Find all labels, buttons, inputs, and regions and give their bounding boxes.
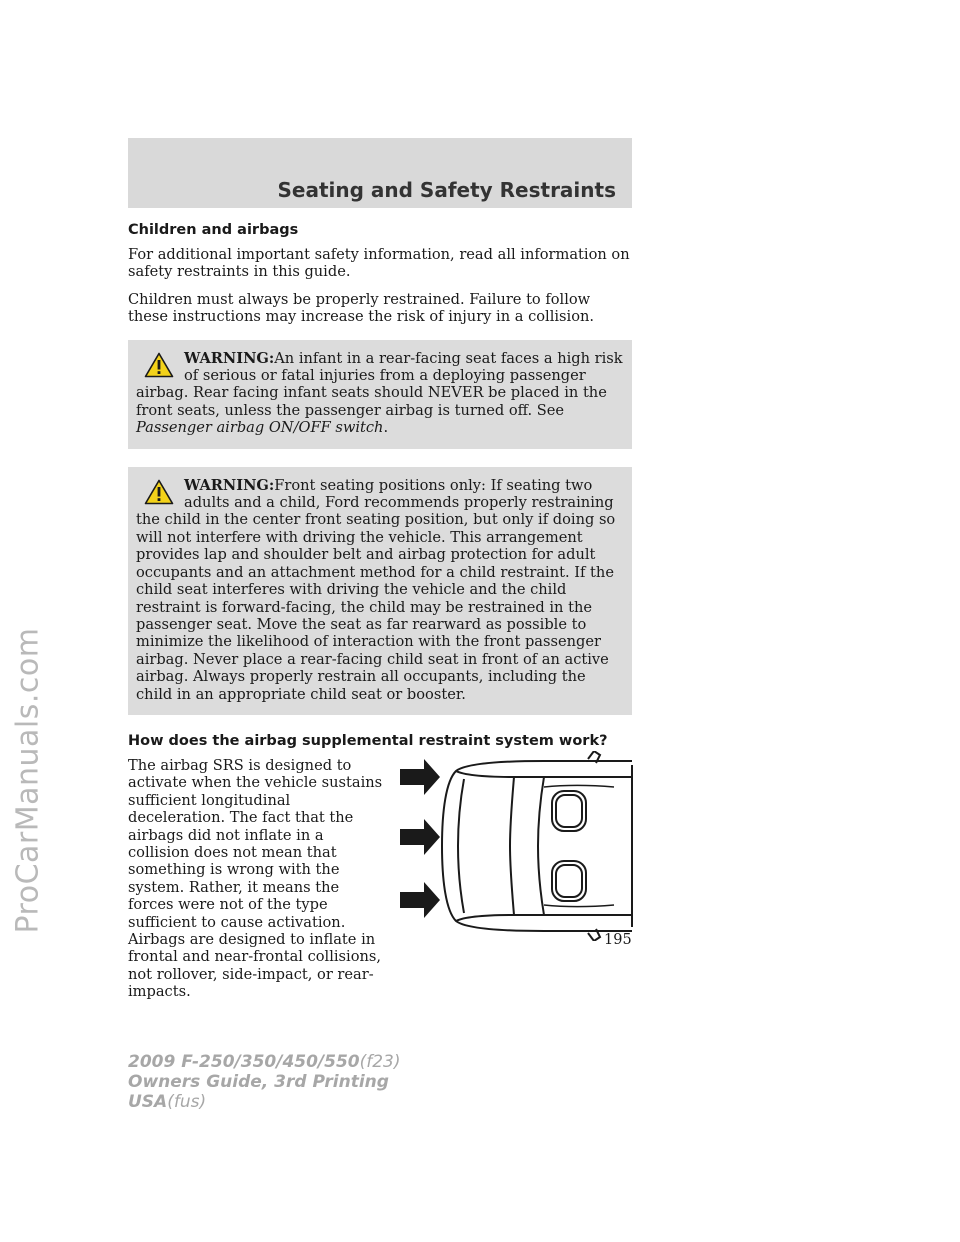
section-heading-children-airbags: Children and airbags	[128, 222, 299, 238]
warning-end: .	[383, 419, 389, 437]
warning-box-infant	[128, 340, 632, 449]
watermark-text: ProCarManuals.com	[10, 626, 46, 934]
warning-label: WARNING:	[184, 476, 275, 494]
warning-label: WARNING:	[184, 349, 275, 367]
warning-body: Front seating positions only: If seating two adults and a child, Ford recommends properly restraining the child in the center front seating position, but only if doing so will not interfere with driving the vehicle. This arrangement provides lap and shoulder belt and airbag protection for adult occupants and an attachment method for a child restraint. If the child seat interferes with driving the vehicle and the child restraint is forward-facing, the child may be restrained in the passenger seat. Move the seat as far rearward as possible to minimize the likelihood of interaction with the front passenger airbag. Never place a rear-facing child seat in front of an active airbag. Always properly restrain all occupants, including the child in an appropriate child seat or booster.	[136, 476, 616, 703]
vehicle-frontal-impact-diagram	[394, 751, 634, 941]
section-header	[128, 138, 632, 208]
impact-arrow-icon	[400, 759, 440, 795]
warning-triangle-icon	[144, 479, 174, 505]
impact-arrow-icon	[400, 819, 440, 855]
warning-box-front-seating	[128, 467, 632, 715]
paragraph-safety-info: For additional important safety information, read all information on safety restraints in this guide.	[128, 246, 630, 281]
warning-text-front-seating	[136, 477, 624, 703]
footer-region: USA	[128, 1092, 168, 1112]
warning-triangle-icon	[144, 352, 174, 378]
footer-line-printing: Owners Guide, 3rd Printing	[128, 1072, 389, 1092]
watermark	[6, 480, 50, 1080]
page-content	[128, 222, 632, 1011]
warning-text-infant	[136, 350, 624, 437]
cross-reference-airbag-switch: Passenger airbag ON/OFF switch	[136, 419, 384, 437]
seat-icon	[552, 861, 586, 901]
paragraph-srs: The airbag SRS is designed to activate when the vehicle sustains sufficient longitudinal deceleration. The fact that the airbags did not inflate in a collision does not mean that something is wrong with the system. Rather, it means the forces were not of the type sufficient to cause activation. Airbags are designed to inflate in frontal and near-frontal collisions, not rollover, side-impact, or rear-impacts.	[128, 756, 383, 1001]
footer-model-code: (f23)	[359, 1052, 401, 1072]
section-heading-srs: How does the airbag supplemental restraint system work?	[128, 732, 608, 749]
dashboard-outline	[544, 785, 614, 906]
impact-arrow-icon	[400, 882, 440, 918]
footer-line-region	[128, 1092, 401, 1112]
page-number: 195	[604, 932, 632, 948]
footer	[128, 1052, 401, 1112]
footer-line-model	[128, 1052, 401, 1072]
page-title: Seating and Safety Restraints	[277, 178, 616, 202]
seat-icon	[552, 791, 586, 831]
footer-region-code: (fus)	[167, 1092, 207, 1112]
warning-body: An infant in a rear-facing seat faces a high risk of serious or fatal injuries from a deploying passenger airbag. Rear facing infant seats should NEVER be placed in the front seats, unless the passenger airbag is turned off. See	[136, 349, 623, 419]
footer-model: 2009 F-250/350/450/550	[128, 1052, 360, 1072]
srs-section	[128, 757, 632, 1001]
vehicle-outline	[442, 751, 632, 941]
paragraph-restrained: Children must always be properly restrained. Failure to follow these instructions may increase the risk of injury in a collision.	[128, 290, 595, 326]
